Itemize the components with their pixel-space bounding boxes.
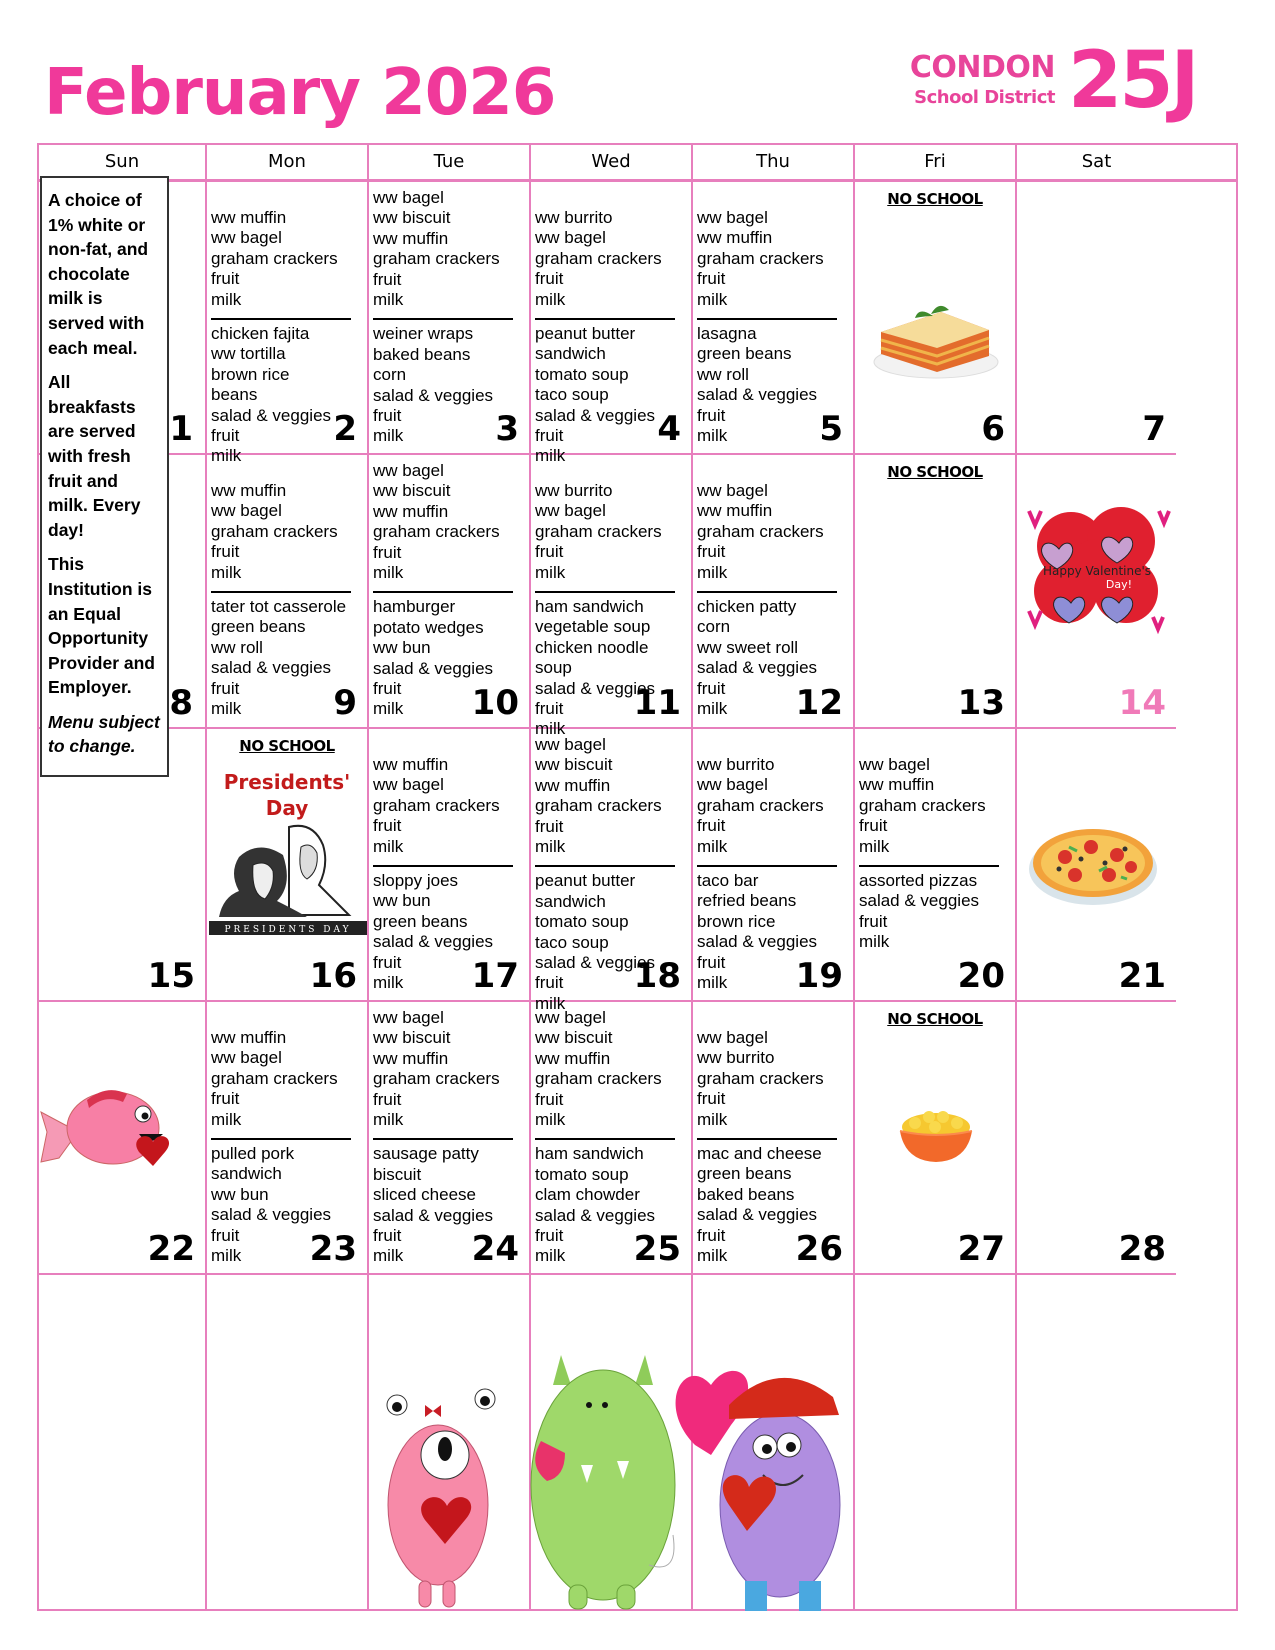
day-number: 4 (657, 409, 681, 449)
lunch-item: sandwich (211, 1164, 282, 1184)
district-subtitle: School District (914, 87, 1055, 108)
breakfast-item: ww bagel (697, 1028, 768, 1047)
day-number: 5 (819, 409, 843, 449)
district-code: 25J (1068, 36, 1197, 126)
day-cell-19 (693, 729, 855, 1002)
meal-divider (211, 318, 351, 320)
lunch-item: chicken noodle (535, 637, 649, 657)
meal-divider (535, 591, 675, 593)
breakfast-item: graham crackers (211, 521, 338, 541)
lunch-item: chicken patty (697, 597, 797, 617)
day-cell-26 (693, 1002, 855, 1275)
breakfast-item: milk (697, 836, 728, 856)
day-cell-25 (531, 1002, 693, 1275)
breakfast-item: ww muffin (211, 481, 287, 500)
weekday-sat: Sat (1081, 151, 1112, 172)
day-cell-20 (855, 729, 1017, 1002)
day-cell-11 (531, 455, 693, 739)
lunch-item: salad & veggies (535, 953, 656, 973)
weekday-wed: Wed (531, 145, 693, 179)
lunch-item: salad & veggies (373, 658, 494, 678)
lunch-item: weiner wraps (373, 324, 474, 344)
lunch-item: sausage patty (373, 1144, 479, 1164)
lunch-item: milk (697, 426, 728, 446)
breakfast-item: ww muffin (373, 228, 449, 248)
meal-divider (697, 318, 837, 320)
day-cell-7 (1017, 182, 1176, 455)
breakfast-item: milk (535, 562, 566, 582)
breakfast-item: graham crackers (535, 1069, 662, 1089)
day-menu (535, 208, 675, 467)
breakfast-item: milk (373, 836, 404, 856)
svg-text:PRESIDENTS DAY: PRESIDENTS DAY (224, 925, 352, 935)
meal-divider (859, 865, 999, 867)
lunch-item: ww roll (211, 637, 263, 657)
day-number: 22 (147, 1229, 195, 1269)
empty-cell (207, 1275, 369, 1609)
day-cell-21 (1017, 729, 1176, 1002)
lunch-item: pulled pork (211, 1144, 295, 1164)
day-number: 28 (1118, 1229, 1166, 1269)
breakfast-item: fruit (859, 816, 888, 836)
day-number: 21 (1118, 956, 1166, 996)
empty-cell (855, 1275, 1017, 1609)
day-number: 15 (147, 956, 195, 996)
lunch-item: beans (211, 385, 258, 405)
lunch-item: fruit (697, 952, 726, 972)
lunch-item: ww bun (373, 638, 431, 658)
breakfast-item: milk (535, 289, 566, 309)
breakfast-item: milk (697, 289, 728, 309)
breakfast-item: milk (697, 1109, 728, 1129)
day-menu (373, 461, 513, 720)
breakfast-item: fruit (535, 542, 564, 562)
lunch-item: salad & veggies (859, 891, 980, 911)
breakfast-item: graham crackers (373, 1069, 500, 1089)
day-number: 24 (471, 1229, 519, 1269)
lunch-item: sandwich (535, 891, 606, 911)
breakfast-item: fruit (535, 816, 564, 836)
day-number: 3 (495, 409, 519, 449)
lunch-item: fruit (373, 406, 402, 426)
day-number: 1 (169, 409, 193, 449)
breakfast-item: graham crackers (697, 795, 824, 815)
lunch-item: peanut butter (535, 871, 636, 891)
meal-divider (373, 318, 513, 320)
lunch-item: milk (535, 993, 566, 1013)
lunch-item: brown rice (211, 364, 290, 384)
lunch-item: salad & veggies (211, 658, 332, 678)
mac-and-cheese-icon (897, 1107, 975, 1165)
breakfast-item: fruit (373, 542, 402, 562)
lunch-item: corn (697, 617, 731, 637)
day-number: 23 (309, 1229, 357, 1269)
breakfast-item: fruit (211, 542, 240, 562)
day-cell-17 (369, 729, 531, 1002)
breakfast-item: ww muffin (211, 1028, 287, 1047)
pizza-icon (1025, 819, 1161, 909)
lunch-item: fruit (535, 1226, 564, 1246)
weekday-fri: Fri (855, 145, 1017, 179)
day-cell-24 (369, 1002, 531, 1275)
breakfast-item: graham crackers (697, 1068, 824, 1088)
breakfast-item: ww muffin (373, 755, 449, 774)
note-milk: A choice of 1% white or non-fat, and chocolate milk is served with each meal. (48, 190, 149, 358)
lunch-item: green beans (697, 1164, 792, 1184)
day-menu (211, 481, 351, 719)
day-cell-18 (531, 729, 693, 1013)
breakfast-item: graham crackers (535, 796, 662, 816)
day-menu (373, 188, 513, 447)
breakfast-item: milk (373, 1110, 404, 1130)
breakfast-item: ww biscuit (373, 1028, 451, 1048)
day-cell-14 (1017, 455, 1176, 729)
breakfast-item: ww burrito (697, 1048, 775, 1068)
breakfast-item: milk (373, 290, 404, 310)
lunch-item: milk (373, 699, 404, 719)
breakfast-item: fruit (697, 816, 726, 836)
lunch-item: salad & veggies (697, 1205, 818, 1225)
lunch-item: fruit (697, 678, 726, 698)
meal-divider (373, 591, 513, 593)
lunch-item: fruit (373, 679, 402, 699)
breakfast-item: graham crackers (535, 521, 662, 541)
breakfast-item: graham crackers (373, 249, 500, 269)
breakfast-item: ww bagel (697, 208, 768, 227)
breakfast-item: milk (211, 562, 242, 582)
day-number: 12 (795, 683, 843, 723)
lunch-item: milk (211, 446, 242, 466)
lunch-item: ham sandwich (535, 1144, 644, 1164)
meal-divider (697, 1138, 837, 1140)
day-cell-16 (207, 729, 369, 1002)
day-menu (697, 208, 837, 446)
lunch-item: green beans (697, 344, 792, 364)
lunch-item: salad & veggies (373, 385, 494, 405)
district-name: CONDON (909, 50, 1055, 85)
lunch-item: milk (373, 426, 404, 446)
breakfast-item: milk (211, 289, 242, 309)
lunch-item: fruit (535, 426, 564, 446)
breakfast-item: graham crackers (697, 248, 824, 268)
lunch-item: milk (535, 719, 566, 739)
lunch-item: vegetable soup (535, 617, 651, 637)
day-cell-6 (855, 182, 1017, 455)
lunch-item: sliced cheese (373, 1185, 477, 1205)
day-number: 17 (471, 956, 519, 996)
lunch-item: green beans (373, 911, 468, 931)
lunch-item: clam chowder (535, 1185, 640, 1205)
no-school-label: NO SCHOOL (239, 737, 335, 755)
breakfast-item: ww muffin (373, 1048, 449, 1068)
no-school-label: NO SCHOOL (887, 1010, 983, 1028)
day-cell-10 (369, 455, 531, 729)
lunch-item: fruit (535, 699, 564, 719)
breakfast-item: ww bagel (535, 228, 606, 248)
day-number: 7 (1142, 409, 1166, 449)
lunch-item: taco bar (697, 871, 759, 891)
day-number: 10 (471, 683, 519, 723)
day-cell-23 (207, 1002, 369, 1275)
svg-text:Day!: Day! (1105, 578, 1133, 591)
lunch-item: fruit (535, 973, 564, 993)
lunch-item: taco soup (535, 932, 609, 952)
lunch-item: ww roll (697, 364, 749, 384)
breakfast-item: ww burrito (697, 755, 775, 774)
district-label (905, 50, 1055, 110)
lunch-item: fruit (859, 911, 888, 931)
lunch-item: salad & veggies (697, 658, 818, 678)
breakfast-item: ww muffin (859, 775, 935, 795)
breakfast-item: fruit (535, 1089, 564, 1109)
lunch-item: baked beans (373, 344, 471, 364)
day-menu (859, 755, 999, 953)
breakfast-item: graham crackers (373, 795, 500, 815)
lunch-item: potato wedges (373, 617, 484, 637)
lunch-item: salad & veggies (211, 405, 332, 425)
breakfast-item: milk (535, 837, 566, 857)
breakfast-item: ww muffin (697, 228, 773, 248)
lunch-item: corn (373, 365, 407, 385)
breakfast-item: ww burrito (535, 481, 613, 500)
lunch-item: sandwich (535, 344, 606, 364)
lunch-item: salad & veggies (535, 405, 656, 425)
lunch-item: milk (697, 973, 728, 993)
breakfast-item: ww biscuit (535, 755, 613, 775)
lunch-item: sloppy joes (373, 871, 459, 891)
lunch-item: green beans (211, 617, 306, 637)
breakfast-item: graham crackers (373, 522, 500, 542)
weekday-sun: Sun (39, 145, 207, 179)
day-number: 6 (981, 409, 1005, 449)
meal-divider (535, 318, 675, 320)
breakfast-item: fruit (535, 269, 564, 289)
breakfast-item: ww bagel (373, 775, 444, 795)
lunch-item: salad & veggies (373, 1205, 494, 1225)
day-number: 11 (633, 683, 681, 723)
breakfast-item: milk (211, 1109, 242, 1129)
lunch-item: biscuit (373, 1164, 422, 1184)
note-eeo: This Institution is an Equal Opportunity Provider and Employer. (48, 554, 155, 698)
breakfast-item: ww bagel (697, 481, 768, 500)
lunch-item: mac and cheese (697, 1144, 822, 1164)
empty-cell (1017, 1275, 1176, 1609)
lunch-item: fruit (211, 1225, 240, 1245)
day-number: 25 (633, 1229, 681, 1269)
day-number: 19 (795, 956, 843, 996)
breakfast-item: ww bagel (373, 1008, 444, 1027)
lunch-item: tomato soup (535, 364, 629, 384)
lunch-item: salad & veggies (373, 932, 494, 952)
breakfast-item: graham crackers (859, 795, 986, 815)
breakfast-item: ww muffin (211, 208, 287, 227)
lunch-item: ww tortilla (211, 344, 286, 364)
breakfast-item: graham crackers (211, 1068, 338, 1088)
weekday-tue: Tue (369, 145, 531, 179)
breakfast-item: ww muffin (535, 775, 611, 795)
breakfast-item: fruit (697, 269, 726, 289)
day-cell-2 (207, 182, 369, 466)
meal-divider (211, 1138, 351, 1140)
fish-icon (39, 1072, 179, 1182)
lunch-item: tomato soup (535, 1164, 629, 1184)
day-number: 9 (333, 683, 357, 723)
day-cell-12 (693, 455, 855, 729)
lunch-item: salad & veggies (697, 932, 818, 952)
day-cell-27 (855, 1002, 1017, 1275)
breakfast-item: ww bagel (373, 461, 444, 480)
presidents-icon (209, 817, 367, 947)
holiday-label: Presidents' Day (223, 770, 351, 820)
valentine-monsters-icon (385, 1345, 865, 1615)
lunch-item: fruit (373, 952, 402, 972)
breakfast-item: ww bagel (373, 188, 444, 207)
day-cell-5 (693, 182, 855, 455)
lunch-item: chicken fajita (211, 324, 310, 344)
weekday-thu: Thu (693, 145, 855, 179)
breakfast-item: fruit (697, 1089, 726, 1109)
day-number: 27 (957, 1229, 1005, 1269)
breakfast-item: ww biscuit (535, 1028, 613, 1048)
day-number: 2 (333, 409, 357, 449)
breakfast-item: ww muffin (535, 1048, 611, 1068)
page-title: February 2026 (44, 56, 556, 130)
lunch-item: lasagna (697, 324, 757, 344)
breakfast-item: milk (859, 836, 890, 856)
meal-divider (535, 1138, 675, 1140)
lunch-item: milk (535, 446, 566, 466)
lunch-item: ww bun (373, 891, 431, 911)
breakfast-item: fruit (697, 542, 726, 562)
lunch-item: ww bun (211, 1184, 269, 1204)
meal-divider (697, 865, 837, 867)
breakfast-item: ww muffin (373, 501, 449, 521)
breakfast-item: ww bagel (535, 501, 606, 521)
breakfast-item: ww bagel (211, 1048, 282, 1068)
day-number: 18 (633, 956, 681, 996)
breakfast-item: fruit (373, 1089, 402, 1109)
no-school-label: NO SCHOOL (887, 463, 983, 481)
meal-divider (373, 1138, 513, 1140)
lasagna-icon (871, 292, 1001, 382)
lunch-item: hamburger (373, 597, 456, 617)
day-cell-22 (39, 1002, 207, 1275)
day-cell-4 (531, 182, 693, 466)
breakfast-item: ww bagel (697, 775, 768, 795)
lunch-item: fruit (697, 1225, 726, 1245)
day-number: 13 (957, 683, 1005, 723)
breakfast-item: ww biscuit (373, 208, 451, 228)
lunch-item: tater tot casserole (211, 597, 347, 617)
lunch-item: milk (535, 1246, 566, 1266)
note-disclaimer: Menu subject to change. (48, 711, 160, 757)
weekday-mon: Mon (207, 145, 369, 179)
meal-divider (373, 865, 513, 867)
lunch-item: assorted pizzas (859, 871, 978, 891)
lunch-item: salad & veggies (211, 1205, 332, 1225)
lunch-item: soup (535, 658, 572, 678)
day-number: 26 (795, 1229, 843, 1269)
lunch-item: milk (859, 932, 890, 952)
lunch-item: salad & veggies (535, 678, 656, 698)
lunch-item: milk (373, 1246, 404, 1266)
lunch-item: ham sandwich (535, 597, 644, 617)
breakfast-item: fruit (373, 816, 402, 836)
breakfast-item: milk (535, 1110, 566, 1130)
breakfast-item: ww biscuit (373, 481, 451, 501)
day-number: 14 (1118, 683, 1166, 723)
lunch-item: salad & veggies (697, 385, 818, 405)
day-cell-13 (855, 455, 1017, 729)
no-school-label: NO SCHOOL (887, 190, 983, 208)
lunch-item: fruit (373, 1226, 402, 1246)
breakfast-item: graham crackers (535, 248, 662, 268)
lunch-item: taco soup (535, 385, 609, 405)
lunch-item: fruit (211, 426, 240, 446)
menu-notes-box (40, 176, 169, 777)
lunch-item: baked beans (697, 1184, 795, 1204)
weekday-header (39, 145, 1236, 182)
note-breakfast: All breakfasts are served with fresh fruit and milk. Every day! (48, 372, 141, 540)
breakfast-item: fruit (373, 269, 402, 289)
breakfast-item: fruit (211, 1089, 240, 1109)
day-cell-28 (1017, 1002, 1176, 1275)
lunch-item: milk (697, 1246, 728, 1266)
breakfast-item: fruit (211, 269, 240, 289)
breakfast-item: ww burrito (535, 208, 613, 227)
lunch-item: ww sweet roll (697, 637, 799, 657)
lunch-item: milk (211, 699, 242, 719)
lunch-item: peanut butter (535, 324, 636, 344)
empty-cell (39, 1275, 207, 1609)
lunch-item: milk (697, 699, 728, 719)
lunch-item: milk (211, 1246, 242, 1266)
day-number: 16 (309, 956, 357, 996)
lunch-item: tomato soup (535, 912, 629, 932)
breakfast-item: graham crackers (211, 248, 338, 268)
lunch-item: salad & veggies (535, 1205, 656, 1225)
breakfast-item: graham crackers (697, 521, 824, 541)
meal-divider (211, 591, 351, 593)
breakfast-item: ww bagel (859, 755, 930, 774)
svg-text:Happy Valentine's: Happy Valentine's (1042, 564, 1152, 578)
day-number: 8 (169, 683, 193, 723)
lunch-item: fruit (697, 405, 726, 425)
valentines-day-icon (1021, 491, 1173, 641)
day-menu (211, 208, 351, 467)
breakfast-item: milk (373, 563, 404, 583)
breakfast-item: ww muffin (697, 501, 773, 521)
day-cell-9 (207, 455, 369, 729)
breakfast-item: ww bagel (535, 735, 606, 754)
day-number: 20 (957, 956, 1005, 996)
lunch-item: brown rice (697, 911, 776, 931)
lunch-item: milk (373, 973, 404, 993)
breakfast-item: ww bagel (211, 501, 282, 521)
meal-divider (697, 591, 837, 593)
breakfast-item: milk (697, 562, 728, 582)
breakfast-item: ww bagel (211, 228, 282, 248)
lunch-item: fruit (211, 678, 240, 698)
meal-divider (535, 865, 675, 867)
day-cell-3 (369, 182, 531, 455)
lunch-item: refried beans (697, 891, 797, 911)
breakfast-item: ww bagel (535, 1008, 606, 1027)
